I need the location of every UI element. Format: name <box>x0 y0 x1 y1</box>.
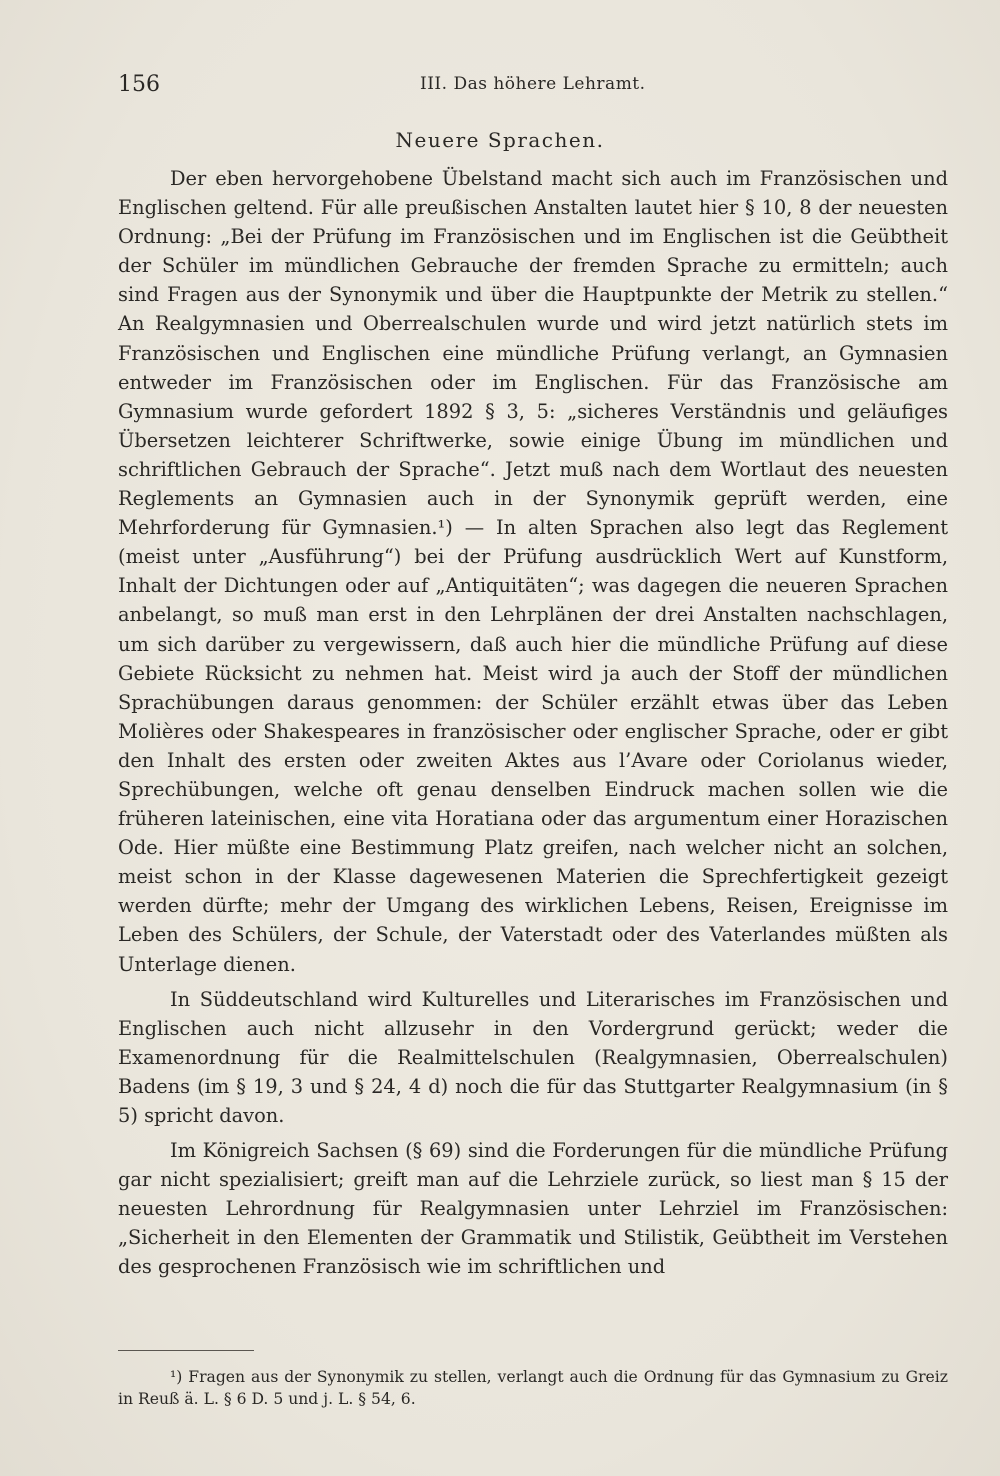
running-head: III. Das höhere Lehramt. <box>420 74 646 94</box>
paragraph: Im Königreich Sachsen (§ 69) sind die Forderungen für die mündliche Prüfung gar nicht spezialisiert; greift man auf die Lehrziele zurück, so liest man § 15 der neuesten Lehrordnung für Realgymnasien unter Lehrziel im Französischen: „Sicherheit in den Elementen der Grammatik und Stilistik, Geübtheit im Verstehen des gesprochenen Französisch wie im schriftlichen und <box>118 1139 948 1279</box>
footnote: ¹) Fragen aus der Synonymik zu stellen, verlangt auch die Ordnung für das Gymnasium zu Greiz in Reuß ä. L. § 6 D. 5 und j. L. § 54, 6. <box>118 1368 948 1408</box>
page-number: 156 <box>118 72 160 97</box>
body-text <box>118 164 948 1282</box>
paragraph: Der eben hervorgehobene Übelstand macht sich auch im Französischen und Englischen geltend. Für alle preußischen Anstalten lautet hier § 10, 8 der neuesten Ordnung: „Bei der Prüfung im Französischen und im Englischen ist die Geübtheit der Schüler im mündlichen Gebrauche der fremden Sprache zu ermitteln; auch sind Fragen aus der Synonymik und über die Hauptpunkte der Metrik zu stellen.“ An Realgymnasien und Oberrealschulen wurde und wird jetzt natürlich stets im Französischen und Englischen eine mündliche Prüfung verlangt, an Gymnasien entweder im Französischen oder im Englischen. Für das Französische am Gymnasium wurde gefordert 1892 § 3, 5: „sicheres Verständnis und geläufiges Übersetzen leichterer Schriftwerke, sowie einige Übung im mündlichen und schriftlichen Gebrauch der Sprache“. Jetzt muß nach dem Wortlaut des neuesten Reglements an Gymnasien auch in der Synonymik geprüft werden, eine Mehrforderung für Gymnasien.¹) — In alten Sprachen also legt das Reglement (meist unter „Ausführung“) bei der Prüfung ausdrücklich Wert auf Kunstform, Inhalt der Dichtungen oder auf „Antiquitäten“; was dagegen die neueren Sprachen anbelangt, so muß man erst in den Lehrplänen der drei Anstalten nachschlagen, um sich darüber zu vergewissern, daß auch hier die mündliche Prüfung auf diese Gebiete Rücksicht zu nehmen hat. Meist wird ja auch der Stoff der mündlichen Sprachübungen daraus genommen: der Schüler erzählt etwas über das Leben Molières oder Shakespeares in französischer oder englischer Sprache, oder er gibt den Inhalt des ersten oder zweiten Aktes aus l’Avare oder Coriolanus wieder, Sprechübungen, welche oft genau denselben Eindruck machen sollen wie die früheren lateinischen, eine vita Horatiana oder das argumentum einer Horazischen Ode. Hier müßte eine Bestimmung Platz greifen, nach welcher nicht an solchen, meist schon in der Klasse dagewesenen Materien die Sprechfertigkeit gezeigt werden dürfte; mehr der Umgang des wirklichen Lebens, Reisen, Ereignisse im Leben des Schülers, der Schule, der Vaterstadt oder des Vaterlandes müßten als Unterlage dienen. <box>118 167 948 976</box>
section-title: Neuere Sprachen. <box>395 128 605 152</box>
footnote-rule <box>118 1350 254 1351</box>
paragraph: In Süddeutschland wird Kulturelles und Literarisches im Französischen und Englischen auch nicht allzusehr in den Vordergrund gerückt; weder die Examenordnung für die Realmittelschulen (Realgymnasien, Oberrealschulen) Badens (im § 19, 3 und § 24, 4 d) noch die für das Stuttgarter Realgymnasium (in § 5) spricht davon. <box>118 987 948 1127</box>
page-header <box>118 72 948 98</box>
